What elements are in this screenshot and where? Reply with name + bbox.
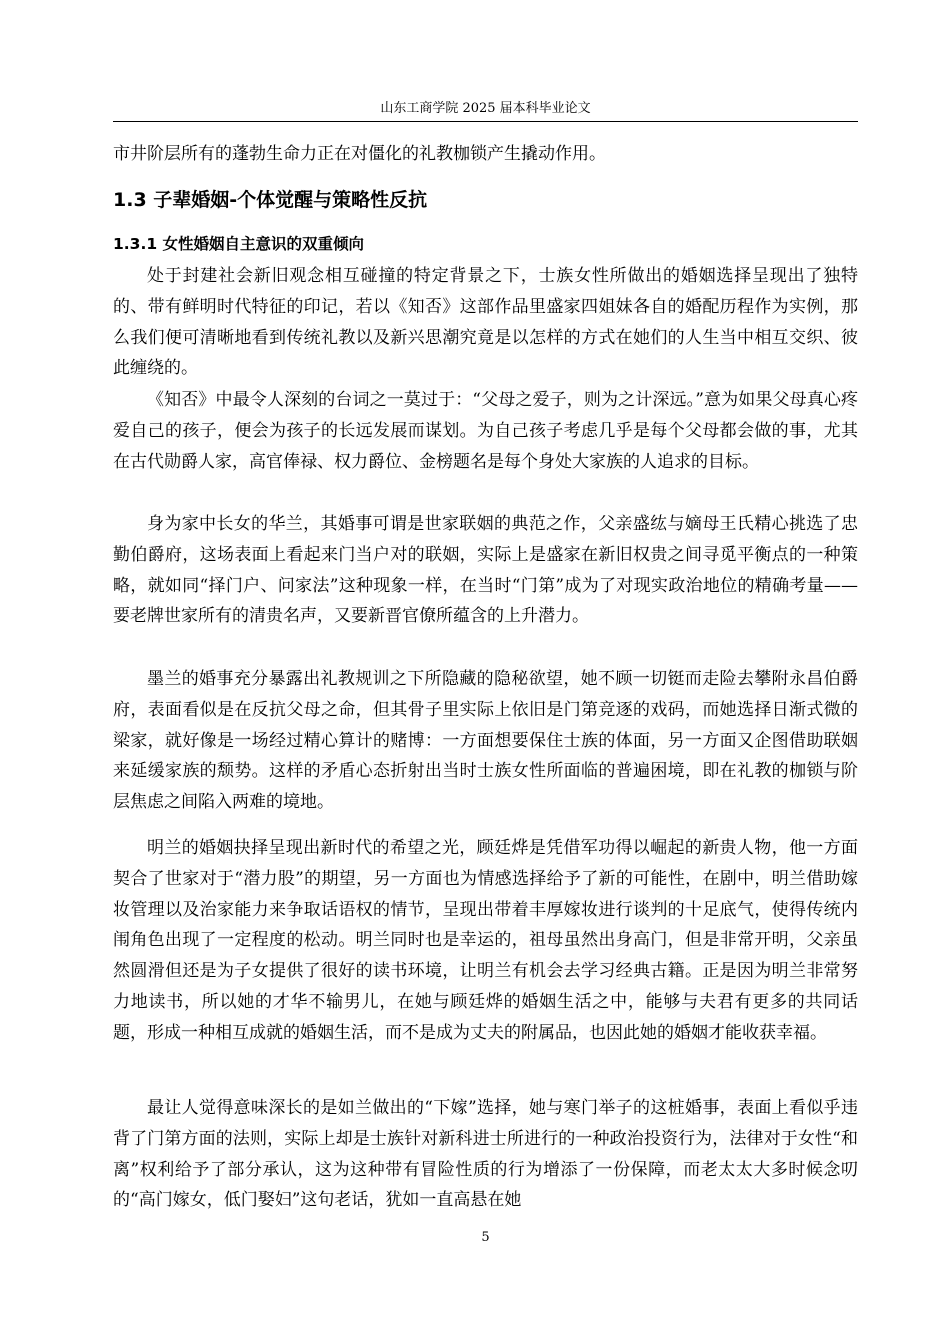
continuation-text: 市井阶层所有的蓬勃生命力正在对僵化的礼教枷锁产生撬动作用。 (113, 144, 606, 164)
paragraph: 身为家中长女的华兰，其婚事可谓是世家联姻的典范之作，父亲盛纮与嫡母王氏精心挑选了忠勤伯爵府，这场表面上看起来门当户对的联姻，实际上是盛家在新旧权贵之间寻觅平衡点的一种策略，就如同“择门户、问家法”这种现象一样，在当时“门第”成为了对现实政治地位的精确考量——要老牌世家所有的清贵名声，又要新晋官僚所蕴含的上升潜力。 (113, 514, 858, 627)
paragraph: 处于封建社会新旧观念相互碰撞的特定背景之下，士族女性所做出的婚姻选择呈现出了独特的、带有鲜明时代特征的印记，若以《知否》这部作品里盛家四姐妹各自的婚配历程作为实例，那么我们便可清晰地看到传统礼教以及新兴思潮究竟是以怎样的方式在她们的人生当中相互交织、彼此缠绕的。 (113, 266, 858, 379)
paragraph: 墨兰的婚事充分暴露出礼教规训之下所隐藏的隐秘欲望，她不顾一切铤而走险去攀附永昌伯爵府，表面看似是在反抗父母之命，但其骨子里实际上依旧是门第竞逐的戏码，而她选择日渐式微的梁家，就好像是一场经过精心算计的赌博：一方面想要保住士族的体面，另一方面又企图借助联姻来延缓家族的颓势。这样的矛盾心态折射出当时士族女性所面临的普遍困境，即在礼教的枷锁与阶层焦虑之间陷入两难的境地。 (113, 669, 858, 813)
running-header: 山东工商学院 2025 届本科毕业论文 (380, 101, 591, 116)
section-heading: 1.3 子辈婚姻-个体觉醒与策略性反抗 (113, 189, 428, 211)
paragraph: 最让人觉得意味深长的是如兰做出的“下嫁”选择，她与寒门举子的这桩婚事，表面上看似乎违背了门第方面的法则，实际上却是士族针对新科进士所进行的一种政治投资行为，法律对于女性“和离”权利给予了部分承认，这为这种带有冒险性质的行为增添了一份保障，而老太太大多时候念叨的“高门嫁女，低门娶妇”这句老话，犹如一直高悬在她 (113, 1098, 858, 1211)
paragraph: 明兰的婚姻抉择呈现出新时代的希望之光，顾廷烨是凭借军功得以崛起的新贵人物，他一方面契合了世家对于“潜力股”的期望，另一方面也为情感选择给予了新的可能性，在剧中，明兰借助嫁妆管理以及治家能力来争取话语权的情节，呈现出带着丰厚嫁妆进行谈判的十足底气，使得传统内闱角色出现了一定程度的松动。明兰同时也是幸运的，祖母虽然出身高门，但是非常开明，父亲虽然圆滑但还是为子女提供了很好的读书环境，让明兰有机会去学习经典古籍。正是因为明兰非常努力地读书，所以她的才华不输男儿，在她与顾廷烨的婚姻生活之中，能够与夫君有更多的共同话题，形成一种相互成就的婚姻生活，而不是成为丈夫的附属品，也因此她的婚姻才能收获幸福。 (113, 838, 858, 1043)
page-number: 5 (481, 1230, 490, 1245)
header-rule (113, 121, 858, 122)
subsection-heading: 1.3.1 女性婚姻自主意识的双重倾向 (113, 235, 365, 253)
paragraph: 《知否》中最令人深刻的台词之一莫过于：“父母之爱子，则为之计深远。”意为如果父母真心疼爱自己的孩子，便会为孩子的长远发展而谋划。为自己孩子考虑几乎是每个父母都会做的事，尤其在古代勋爵人家，高官俸禄、权力爵位、金榜题名是每个身处大家族的人追求的目标。 (113, 390, 858, 472)
